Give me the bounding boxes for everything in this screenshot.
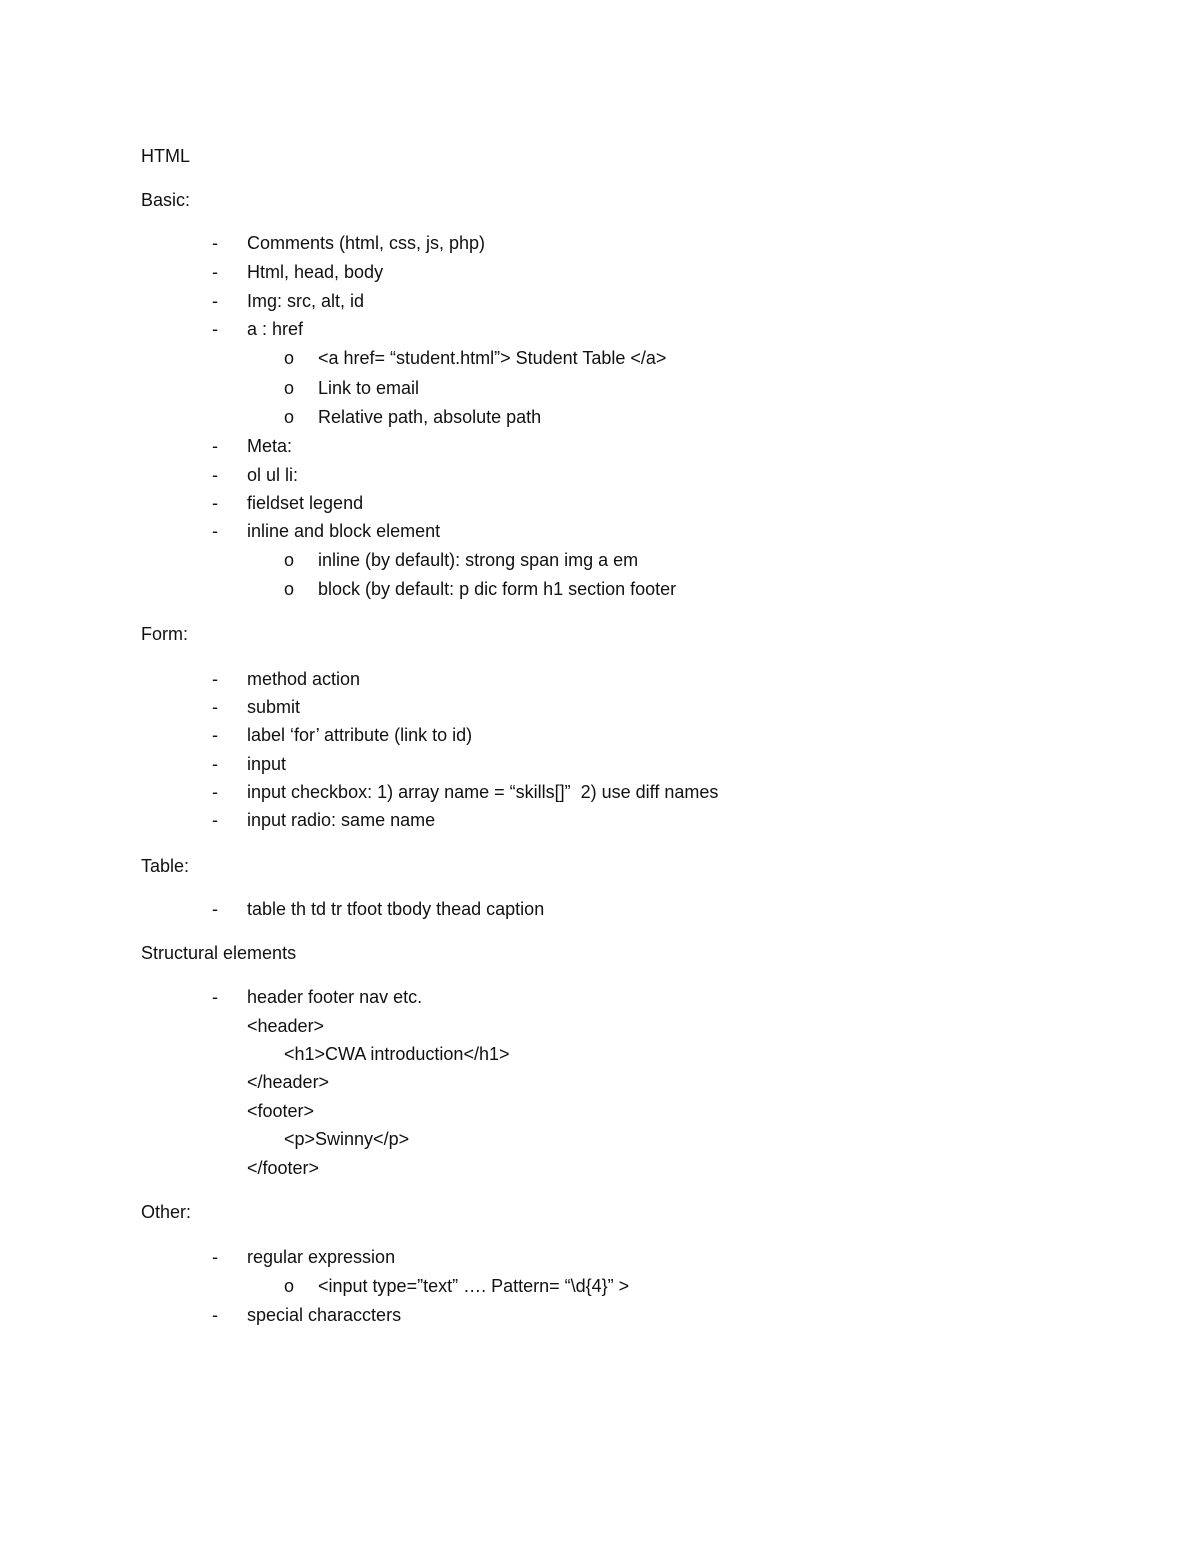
list-item: Img: src, alt, id [247, 291, 365, 311]
sub-list-item: Link to email [318, 378, 420, 398]
list-item: ol ul li: [247, 465, 299, 485]
list-dash: - [212, 493, 218, 513]
list-bullet: o [284, 407, 295, 427]
list-dash: - [212, 669, 218, 689]
section-heading-other: Other: [141, 1202, 192, 1222]
list-bullet: o [284, 579, 295, 599]
list-bullet: o [284, 550, 295, 570]
list-dash: - [212, 436, 218, 456]
list-bullet: o [284, 348, 295, 368]
list-dash: - [212, 754, 218, 774]
document-title: HTML [141, 146, 190, 166]
section-heading-basic: Basic: [141, 190, 191, 210]
code-line: <footer> [247, 1101, 315, 1121]
list-dash: - [212, 782, 218, 802]
list-dash: - [212, 262, 218, 282]
list-item: input [247, 754, 287, 774]
list-dash: - [212, 465, 218, 485]
list-item: table th td tr tfoot tbody thead caption [247, 899, 545, 919]
list-dash: - [212, 319, 218, 339]
list-item: Html, head, body [247, 262, 384, 282]
section-heading-table: Table: [141, 856, 190, 876]
list-dash: - [212, 725, 218, 745]
sub-list-item: <input type=”text” …. Pattern= “\d{4}” > [318, 1276, 630, 1296]
code-line: </header> [247, 1072, 330, 1092]
list-item: special characcters [247, 1305, 402, 1325]
code-line: </footer> [247, 1158, 320, 1178]
code-line: <h1>CWA introduction</h1> [284, 1044, 510, 1064]
list-bullet: o [284, 1276, 295, 1296]
list-dash: - [212, 521, 218, 541]
list-dash: - [212, 810, 218, 830]
list-dash: - [212, 291, 218, 311]
list-item: regular expression [247, 1247, 396, 1267]
sub-list-item: Relative path, absolute path [318, 407, 542, 427]
list-dash: - [212, 987, 218, 1007]
code-line: <p>Swinny</p> [284, 1129, 410, 1149]
list-item: input checkbox: 1) array name = “skills[]” 2) use diff names [247, 782, 719, 802]
sub-list-item: block (by default: p dic form h1 section footer [318, 579, 677, 599]
list-item: submit [247, 697, 301, 717]
list-item: Meta: [247, 436, 293, 456]
list-item: a : href [247, 319, 304, 339]
list-item: method action [247, 669, 361, 689]
list-dash: - [212, 899, 218, 919]
list-item: header footer nav etc. [247, 987, 423, 1007]
code-line: <header> [247, 1016, 325, 1036]
list-item: input radio: same name [247, 810, 436, 830]
list-item: fieldset legend [247, 493, 364, 513]
list-item: Comments (html, css, js, php) [247, 233, 486, 253]
list-dash: - [212, 1305, 218, 1325]
section-heading-structural: Structural elements [141, 943, 297, 963]
section-heading-form: Form: [141, 624, 188, 644]
list-dash: - [212, 1247, 218, 1267]
sub-list-item: inline (by default): strong span img a em [318, 550, 639, 570]
list-item: label ‘for’ attribute (link to id) [247, 725, 473, 745]
list-bullet: o [284, 378, 295, 398]
list-item: inline and block element [247, 521, 441, 541]
sub-list-item: <a href= “student.html”> Student Table </a> [318, 348, 667, 368]
list-dash: - [212, 697, 218, 717]
list-dash: - [212, 233, 218, 253]
